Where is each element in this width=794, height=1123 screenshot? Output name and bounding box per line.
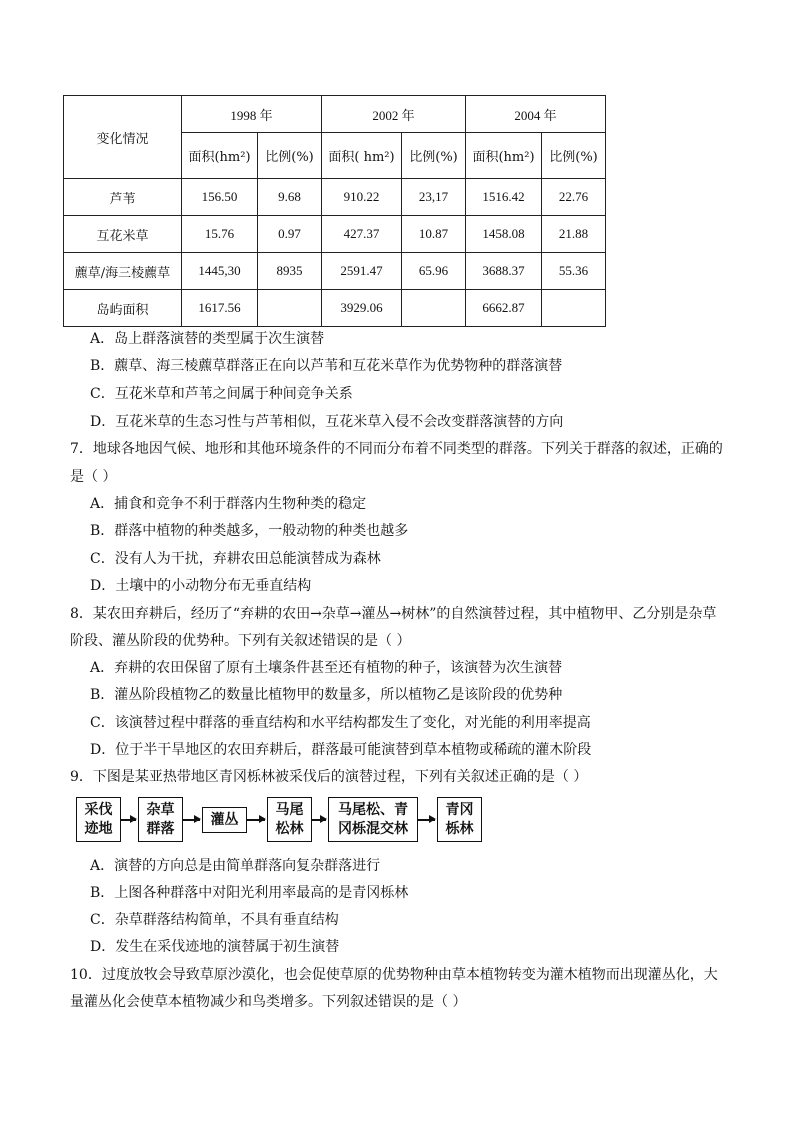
table-cell: 0.97: [258, 216, 322, 253]
q7-option-c: C．没有人为干扰，弃耕农田总能演替成为森林: [90, 551, 381, 567]
flow-box-line2: 栎林: [445, 820, 474, 837]
flow-arrow: [418, 819, 435, 821]
q9-option-d: D．发生在采伐迹地的演替属于初生演替: [90, 939, 340, 955]
row-name: 互花米草: [64, 216, 182, 253]
table-cell: [258, 290, 322, 327]
row-name: 岛屿面积: [64, 290, 182, 327]
flow-box-line1: 灌丛: [210, 811, 239, 828]
year-2002: 2002 年: [322, 96, 466, 133]
table-cell: 3688.37: [466, 253, 542, 290]
sub-area-2004: 面积(hm²): [466, 133, 542, 179]
flow-box-mixed-forest: [328, 797, 418, 842]
table-cell: 65.96: [402, 253, 466, 290]
row-name: 藨草/海三棱藨草: [64, 253, 182, 290]
flow-box-line1: 马尾: [275, 801, 304, 818]
row-name: 芦苇: [64, 179, 182, 216]
q9-option-b: B．上图各种群落中对阳光利用率最高的是青冈栎林: [90, 885, 409, 901]
flow-box-line1: 采伐: [84, 801, 113, 818]
flow-box-line1: 杂草: [146, 801, 175, 818]
q8-option-d: D．位于半干旱地区的农田弃耕后，群落最可能演替到草本植物或稀疏的灌木阶段: [90, 742, 592, 758]
table-cell: 15.76: [182, 216, 258, 253]
q10-stem-line1: 10．过度放牧会导致草原沙漠化，也会促使草原的优势物种由草本植物转变为灌木植物而出现灌丛化，大: [70, 967, 718, 983]
flow-box-line1: 马尾松、青: [338, 801, 408, 818]
sub-area-1998: 面积(hm²): [182, 133, 258, 179]
table-row: [64, 179, 606, 216]
table-row: [64, 290, 606, 327]
q7-option-d: D．土壤中的小动物分布无垂直结构: [90, 578, 312, 594]
q6-option-b: B．藨草、海三棱藨草群落正在向以芦苇和互花米草作为优势物种的群落演替: [90, 358, 563, 374]
succession-flow-diagram: [76, 797, 486, 845]
sub-ratio-2002: 比例(%): [402, 133, 466, 179]
q7-option-b: B．群落中植物的种类越多，一般动物的种类也越多: [90, 523, 409, 539]
q6-option-c: C．互花米草和芦苇之间属于种间竞争关系: [90, 386, 353, 402]
table-cell: [402, 290, 466, 327]
flow-box-line1: 青冈: [445, 801, 474, 818]
table-cell: 1445,30: [182, 253, 258, 290]
table-cell: 8935: [258, 253, 322, 290]
header-label: 变化情况: [64, 96, 182, 179]
table-cell: 6662.87: [466, 290, 542, 327]
q8-option-b: B．灌丛阶段植物乙的数量比植物甲的数量多，所以植物乙是该阶段的优势种: [90, 687, 563, 703]
q7-option-a: A．捕食和竞争不利于群落内生物种类的稳定: [90, 496, 367, 512]
table-cell: 9.68: [258, 179, 322, 216]
flow-box-logging-site: [76, 797, 121, 842]
table-cell: 910.22: [322, 179, 402, 216]
flow-box-masson-pine: [267, 797, 312, 842]
q10-stem-line2: 量灌丛化会使草本植物减少和鸟类增多。下列叙述错误的是（ ）: [70, 994, 467, 1010]
q9-option-a: A．演替的方向总是由简单群落向复杂群落进行: [90, 858, 381, 874]
flow-box-weed-community: [138, 797, 183, 842]
table-row: [64, 253, 606, 290]
flow-arrow: [121, 819, 136, 821]
q9-stem: 9．下图是某亚热带地区青冈栎林被采伐后的演替过程，下列有关叙述正确的是（ ）: [70, 769, 588, 785]
flow-box-shrub: [202, 807, 247, 833]
q8-stem-line2: 阶段、灌丛阶段的优势种。下列有关叙述错误的是（ ）: [70, 633, 411, 649]
q7-stem-line2: 是（ ）: [70, 469, 117, 485]
year-2004: 2004 年: [466, 96, 606, 133]
sub-ratio-2004: 比例(%): [542, 133, 606, 179]
flow-arrow: [183, 819, 200, 821]
year-1998: 1998 年: [182, 96, 322, 133]
community-change-table: [63, 95, 606, 327]
table-cell: 156.50: [182, 179, 258, 216]
q8-option-c: C．该演替过程中群落的垂直结构和水平结构都发生了变化，对光能的利用率提高: [90, 715, 591, 731]
q9-option-c: C．杂草群落结构简单，不具有垂直结构: [90, 912, 339, 928]
table-cell: 3929.06: [322, 290, 402, 327]
sub-ratio-1998: 比例(%): [258, 133, 322, 179]
flow-box-line2: 冈栎混交林: [338, 820, 408, 837]
table-cell: 23,17: [402, 179, 466, 216]
table-cell: 10.87: [402, 216, 466, 253]
q6-option-a: A．岛上群落演替的类型属于次生演替: [90, 331, 325, 347]
table-cell: [542, 290, 606, 327]
sub-area-2002: 面积( hm²): [322, 133, 402, 179]
flow-box-oak-forest: [437, 797, 482, 842]
q8-option-a: A．弃耕的农田保留了原有土壤条件甚至还有植物的种子，该演替为次生演替: [90, 660, 563, 676]
table-cell: 22.76: [542, 179, 606, 216]
flow-arrow: [312, 819, 326, 821]
table-cell: 427.37: [322, 216, 402, 253]
q7-stem-line1: 7．地球各地因气候、地形和其他环境条件的不同而分布着不同类型的群落。下列关于群落的叙述，正确的: [70, 441, 723, 457]
table-cell: 1458.08: [466, 216, 542, 253]
flow-box-line2: 松林: [275, 820, 304, 837]
flow-box-line2: 迹地: [84, 820, 113, 837]
table-cell: 2591.47: [322, 253, 402, 290]
table-cell: 1617.56: [182, 290, 258, 327]
table-row: [64, 216, 606, 253]
table-cell: 21.88: [542, 216, 606, 253]
table-cell: 1516.42: [466, 179, 542, 216]
flow-box-line2: 群落: [146, 820, 175, 837]
table-cell: 55.36: [542, 253, 606, 290]
q6-option-d: D．互花米草的生态习性与芦苇相似，互花米草入侵不会改变群落演替的方向: [90, 414, 564, 430]
q8-stem-line1: 8．某农田弃耕后，经历了“弃耕的农田→杂草→灌丛→树林”的自然演替过程，其中植物甲、乙分别是杂草: [70, 606, 717, 622]
flow-arrow: [247, 819, 265, 821]
